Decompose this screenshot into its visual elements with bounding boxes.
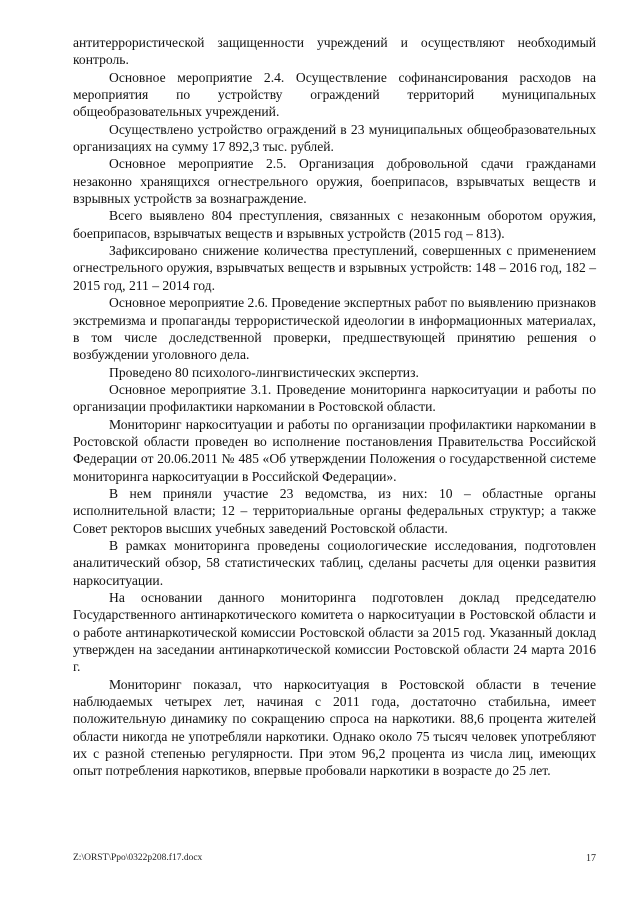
paragraph: Основное мероприятие 2.6. Проведение экспертных работ по выявлению признаков экстремизма и пропаганды террористической идеологии в информационных материалах, в том числе доследственной проверки, предшествующей принятию решения о возбуждении уголовного дела. [73, 295, 596, 363]
paragraph: Основное мероприятие 2.4. Осуществление софинансирования расходов на мероприятия по устройству ограждений территорий муниципальных общеобразовательных учреждений. [73, 69, 596, 120]
paragraph: Мониторинг наркоситуации и работы по организации профилактики наркомании в Ростовской области проведен во исполнение постановления Правительства Российской Федерации от 20.06.2011 № 485 «Об утверждении Положения о государственной системе мониторинга наркоситуации в Российской Федерации». [73, 416, 596, 484]
footer-file-path: Z:\ORST\Ppo\0322p208.f17.docx [73, 853, 203, 863]
paragraph: В нем приняли участие 23 ведомства, из них: 10 – областные органы исполнительной власти; 12 – территориальные органы федеральных структур; а также Совет ректоров высших учебных заведений Ростовской области. [73, 485, 596, 536]
paragraph: Зафиксировано снижение количества преступлений, совершенных с применением огнестрельного оружия, взрывчатых веществ и взрывных устройств: 148 – 2016 год, 182 – 2015 год, 211 – 2014 год. [73, 243, 596, 293]
paragraph: Основное мероприятие 3.1. Проведение мониторинга наркоситуации и работы по организации профилактики наркомании в Ростовской области. [73, 381, 596, 415]
paragraph: Осуществлено устройство ограждений в 23 муниципальных общеобразовательных организациях на сумму 17 892,3 тыс. рублей. [73, 121, 596, 155]
document-body [73, 34, 596, 780]
paragraph: В рамках мониторинга проведены социологические исследования, подготовлен аналитический обзор, 58 статистических таблиц, сделаны расчеты для оценки развития наркоситуации. [73, 537, 596, 588]
paragraph: Мониторинг показал, что наркоситуация в Ростовской области в течение наблюдаемых четырех лет, начиная с 2011 года, достаточно стабильна, имеет положительную динамику по сокращению спроса на наркотики. 88,6 процента жителей области никогда не употребляли наркотики. Однако около 75 тысяч человек употребляют их с разной степенью регулярности. При этом 96,2 процента из числа лиц, имеющих опыт потребления наркотиков, впервые пробовали наркотики в возрасте до 25 лет. [73, 676, 596, 779]
page-number: 17 [586, 853, 596, 864]
paragraph: Проведено 80 психолого-лингвистических экспертиз. [109, 364, 419, 380]
paragraph: Основное мероприятие 2.5. Организация добровольной сдачи гражданами незаконно хранящихся огнестрельного оружия, боеприпасов, взрывчатых веществ и взрывных устройств за вознаграждение. [73, 156, 596, 207]
paragraph: антитеррористической защищенности учреждений и осуществляют необходимый контроль. [73, 35, 596, 68]
paragraph: На основании данного мониторинга подготовлен доклад председателю Государственного антинаркотического комитета о наркоситуации в Ростовской области и о работе антинаркотической комиссии Ростовской области за 2015 год. Указанный доклад утвержден на заседании антинаркотической комиссии Ростовской области 24 марта 2016 г. [73, 590, 596, 675]
paragraph: Всего выявлено 804 преступления, связанных с незаконным оборотом оружия, боеприпасов, взрывчатых веществ и взрывных устройств (2015 год – 813). [73, 208, 596, 241]
